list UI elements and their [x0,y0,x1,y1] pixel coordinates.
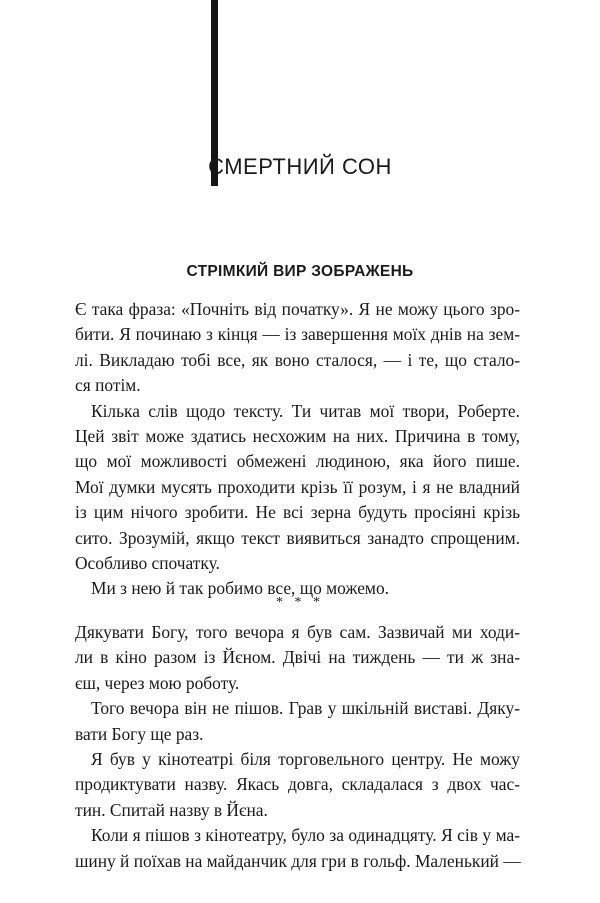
text-line: Є така фраза: «Почніть від початку». Я не можу цього зро- [75,299,520,319]
text-line: Цей звіт може здатись несхожим на них. Причина в тому, [75,425,520,446]
text-line: Кілька слів щодо тексту. Ти читав мої твори, Роберте. [91,400,520,421]
text-line: вати Богу ще раз. [75,723,204,744]
text-block-1 [75,297,520,602]
text-line: Дякувати Богу, того вечора я був сам. Зазвичай ми ходи- [75,622,520,642]
text-line: Я був у кінотеатрі біля торговельного центру. Не можу [91,748,520,769]
text-line: ли в кіно разом із Йєном. Двічі на тиждень — ти ж зна- [75,647,520,668]
text-line: сито. Зрозумій, якщо текст виявиться занадто спрощеним. [75,527,520,548]
text-line: продиктувати назву. Якась довга, складалася з двох час- [75,774,520,795]
text-line: що мої можливості обмежені людиною, яка його пише. [75,451,520,472]
text-line: лі. Викладаю тобі все, як воно сталося, — і те, що стало- [75,349,520,370]
text-line: Особливо спочатку. [75,552,220,573]
section-title: СТРІМКИЙ ВИР ЗОБРАЖЕНЬ [186,263,414,280]
text-line: єш, через мою роботу. [75,672,240,693]
text-line: Коли я пішов з кінотеатру, було за одинадцяту. Я сів у ма- [91,825,520,846]
section-divider: * * * [276,595,324,610]
text-line: ся потім. [75,375,141,396]
text-block-2 [75,620,520,874]
text-line: тин. Спитай назву в Йєна. [75,799,268,820]
text-line: із цим нічого зробити. Не всі зерна будуть просіяні крізь [75,502,520,523]
chapter-title: СМЕРТНИЙ СОН [208,154,392,179]
text-line: шину й поїхав на майданчик для гри в гольф. Маленький — [75,850,521,871]
text-line: Того вечора він не пішов. Грав у шкільній виставі. Дяку- [91,698,520,719]
text-line: Ми з нею й так робимо все, що можемо. [91,578,389,599]
text-line: Мої думки мусять проходити крізь її розум, і я не владний [75,476,520,497]
text-line: бити. Я починаю з кінця — із завершення моїх днів на зем- [75,324,520,345]
